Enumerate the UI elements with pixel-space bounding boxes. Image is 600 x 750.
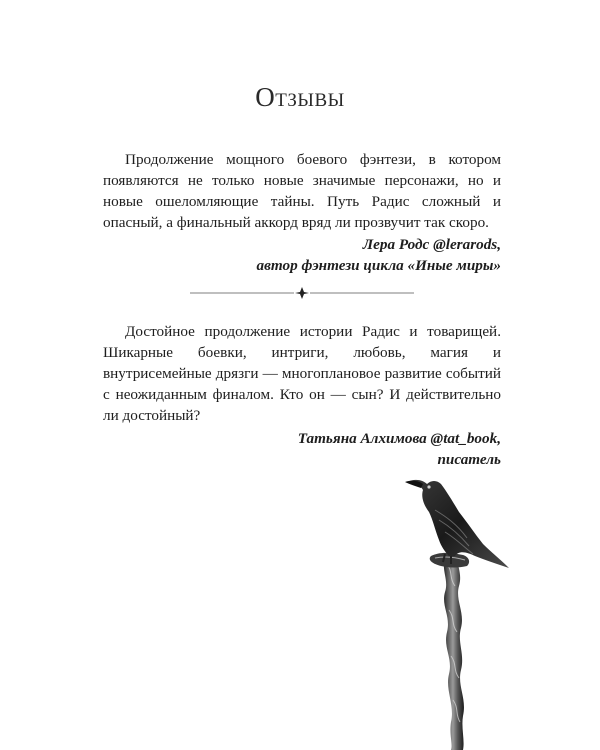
review-text: Продолжение мощного боевого фэнтези, в котором появляются не только новые значимые персонажи, но и новые ошеломляющие тайны. Путь Радис сложный и опасный, а финальный аккорд вряд ли прозвучит так скоро. xyxy=(103,151,501,231)
review-author-name: Лера Родс @lerarods, xyxy=(362,236,501,253)
review-1 xyxy=(103,149,501,276)
staff-icon xyxy=(430,553,469,750)
review-author-name: Татьяна Алхимова @tat_book, xyxy=(297,430,501,447)
review-text: Достойное продолжение истории Радис и товарищей. Шикарные боевки, интриги, любовь, магия и внутрисемейные дрязги — многоплановое развитие событий с неожиданным финалом. Кто он — сын? И действительно ли достойный? xyxy=(103,323,501,424)
raven-on-staff-illustration xyxy=(405,460,515,750)
review-author-title: автор фэнтези цикла «Иные миры» xyxy=(256,257,501,274)
review-author-title: писатель xyxy=(437,451,501,468)
page-title: Отзывы xyxy=(255,82,345,112)
review-author xyxy=(103,234,501,276)
section-divider xyxy=(190,286,414,300)
diamond-star-ornament-icon xyxy=(295,287,309,299)
review-2 xyxy=(103,321,501,470)
